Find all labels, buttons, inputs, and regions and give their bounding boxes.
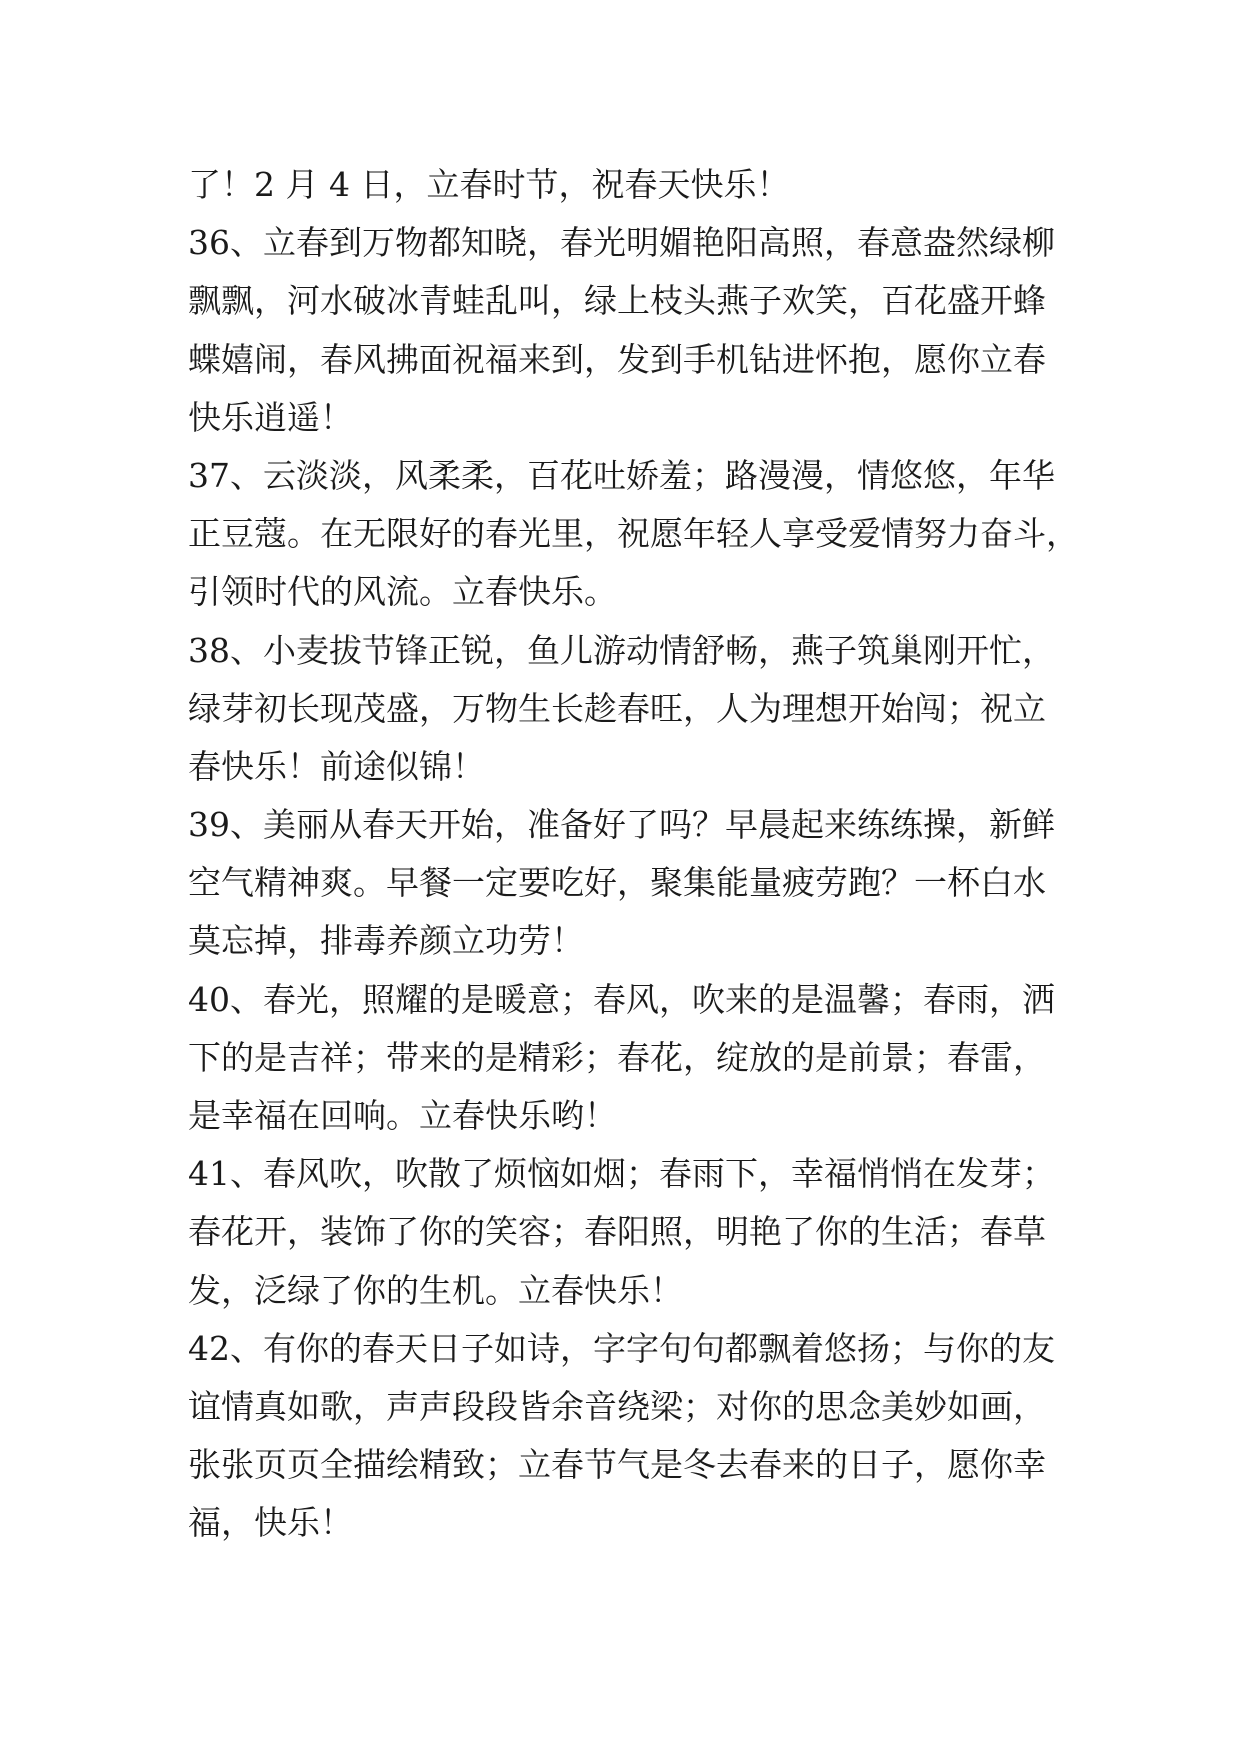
text-line: 谊情真如歌，声声段段皆余音绕梁；对你的思念美妙如画， (188, 1386, 1046, 1426)
text-line: 下的是吉祥；带来的是精彩；春花，绽放的是前景；春雷， (188, 1037, 1046, 1077)
text-line: 飘飘，河水破冰青蛙乱叫，绿上枝头燕子欢笑，百花盛开蜂 (188, 281, 1046, 321)
text-line: 春花开，装饰了你的笑容；春阳照，明艳了你的生活；春草 (188, 1212, 1046, 1252)
text-line: 蝶嬉闹，春风拂面祝福来到，发到手机钻进怀抱，愿你立春 (188, 339, 1046, 379)
text-line: 莫忘掉，排毒养颜立功劳！ (188, 921, 584, 961)
text-line: 了！2 月 4 日，立春时节，祝春天快乐！ (188, 165, 790, 204)
text-line: 快乐逍遥！ (188, 397, 353, 437)
text-line: 是幸福在回响。立春快乐哟！ (188, 1096, 617, 1135)
text-line: 38、小麦拔节锋正锐，鱼儿游动情舒畅，燕子筑巢刚开忙， (188, 630, 1055, 670)
text-line: 36、立春到万物都知晓，春光明媚艳阳高照，春意盎然绿柳 (188, 223, 1055, 263)
text-line: 37、云淡淡，风柔柔，百花吐娇羞；路漫漫，情悠悠，年华 (188, 455, 1055, 495)
text-line: 42、有你的春天日子如诗，字字句句都飘着悠扬；与你的友 (188, 1328, 1055, 1368)
text-line: 39、美丽从春天开始，准备好了吗？早晨起来练练操，新鲜 (188, 805, 1055, 845)
text-line: 引领时代的风流。立春快乐。 (188, 572, 617, 612)
document-body (188, 156, 1079, 1553)
text-line: 41、春风吹，吹散了烦恼如烟；春雨下，幸福悄悄在发芽； (188, 1154, 1055, 1194)
text-line: 正豆蔻。在无限好的春光里，祝愿年轻人享受爱情努力奋斗， (188, 514, 1079, 554)
text-line: 40、春光，照耀的是暖意；春风，吹来的是温馨；春雨，洒 (188, 979, 1055, 1019)
text-line: 张张页页全描绘精致；立春节气是冬去春来的日子，愿你幸 (188, 1445, 1046, 1485)
text-line: 空气精神爽。早餐一定要吃好，聚集能量疲劳跑？一杯白水 (188, 863, 1046, 903)
text-line: 春快乐！前途似锦！ (188, 746, 485, 786)
text-line: 发，泛绿了你的生机。立春快乐！ (188, 1270, 683, 1310)
text-line: 绿芽初长现茂盛，万物生长趁春旺，人为理想开始闯；祝立 (188, 688, 1046, 728)
text-line: 福，快乐！ (188, 1503, 353, 1543)
